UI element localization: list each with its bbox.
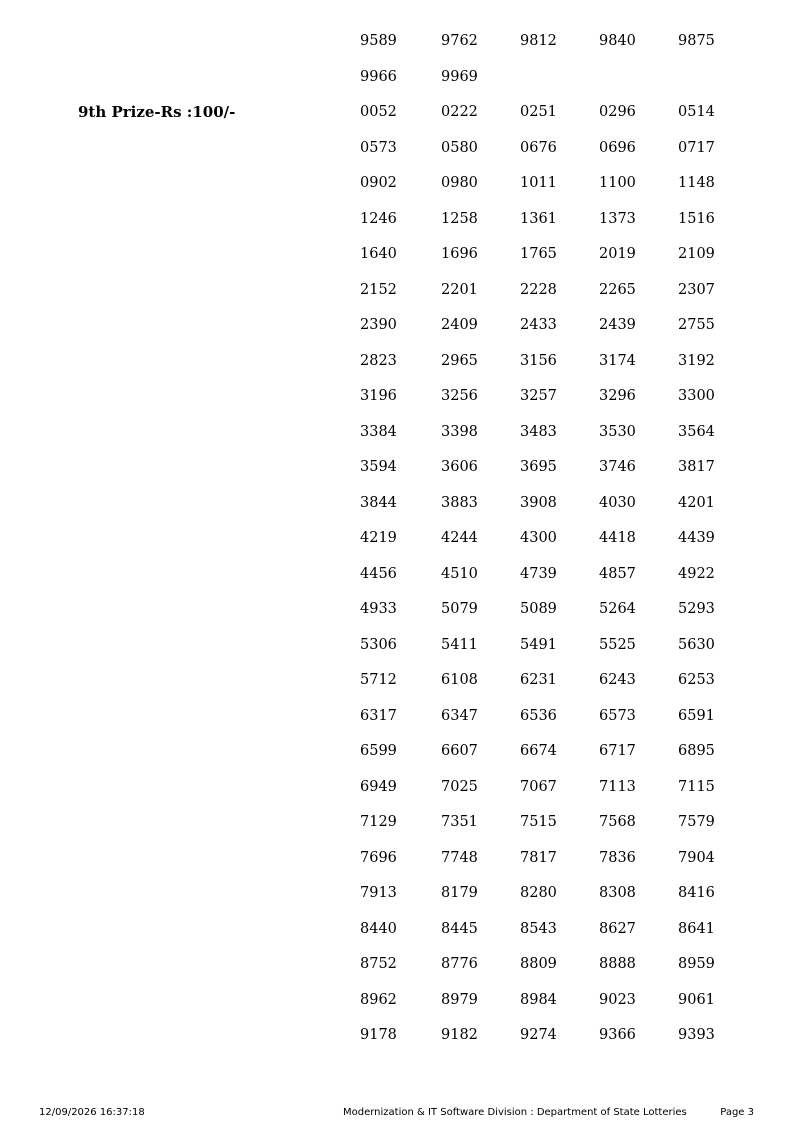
number-row: [0, 314, 800, 336]
winning-number: 3174: [599, 352, 636, 369]
winning-number: 8543: [520, 920, 557, 937]
winning-number: 7913: [360, 885, 397, 901]
winning-number: 8959: [678, 956, 715, 972]
number-row: [0, 563, 800, 585]
winning-number: 6599: [360, 743, 397, 759]
winning-number: 4922: [678, 565, 715, 582]
winning-number: 2109: [678, 246, 715, 262]
number-row: [0, 669, 800, 691]
winning-number: 9061: [678, 991, 715, 1008]
winning-number: 3606: [441, 459, 478, 475]
number-row: [0, 847, 800, 869]
number-row: [0, 740, 800, 762]
winning-number: 0676: [520, 139, 557, 156]
winning-number: 9182: [441, 1027, 478, 1043]
winning-number: 6253: [678, 672, 715, 688]
winning-number: 3746: [599, 459, 636, 475]
winning-number: 4739: [520, 565, 557, 582]
winning-number: 9966: [360, 68, 397, 85]
winning-number: 9589: [360, 33, 397, 49]
winning-number: 0696: [599, 139, 636, 156]
number-row: [0, 279, 800, 301]
winning-number: 3300: [678, 388, 715, 404]
winning-number: 5306: [360, 636, 397, 653]
footer-timestamp: 12/09/2026 16:37:18: [39, 1107, 145, 1118]
winning-number: 3192: [678, 352, 715, 369]
winning-number: 6674: [520, 743, 557, 759]
winning-number: 7515: [520, 814, 557, 830]
winning-number: 4300: [520, 530, 557, 546]
winning-number: 6895: [678, 743, 715, 759]
winning-number: 3483: [520, 423, 557, 440]
winning-number: 4439: [678, 530, 715, 546]
winning-number: 9023: [599, 991, 636, 1008]
winning-number: 3384: [360, 423, 397, 440]
winning-number: 6231: [520, 672, 557, 688]
winning-number: 6591: [678, 707, 715, 724]
winning-number: 8979: [441, 991, 478, 1008]
winning-number: 2823: [360, 352, 397, 369]
winning-number: 4201: [678, 494, 715, 511]
number-row: [0, 421, 800, 443]
number-row: [0, 66, 800, 88]
number-row: [0, 918, 800, 940]
winning-number: 4244: [441, 530, 478, 546]
winning-number: 6317: [360, 707, 397, 724]
winning-number: 3594: [360, 459, 397, 475]
number-row: [0, 385, 800, 407]
winning-number: 4857: [599, 565, 636, 582]
winning-number: 4510: [441, 565, 478, 582]
winning-number: 5411: [441, 636, 478, 653]
winning-number: 9393: [678, 1027, 715, 1043]
number-row: [0, 776, 800, 798]
winning-number: 1361: [520, 210, 557, 227]
winning-number: 3530: [599, 423, 636, 440]
winning-number: 7113: [599, 778, 636, 795]
winning-number: 7351: [441, 814, 478, 830]
winning-number: 1696: [441, 246, 478, 262]
winning-number: 6536: [520, 707, 557, 724]
winning-number: 8308: [599, 885, 636, 901]
winning-number: 3908: [520, 494, 557, 511]
winning-number: 6108: [441, 672, 478, 688]
winning-number: 2228: [520, 281, 557, 298]
number-row: [0, 30, 800, 52]
winning-number: 8888: [599, 956, 636, 972]
winning-number: 0717: [678, 139, 715, 156]
winning-number: 3883: [441, 494, 478, 511]
winning-number: 3196: [360, 388, 397, 404]
winning-number: 2390: [360, 317, 397, 333]
winning-number: 9875: [678, 33, 715, 49]
winning-number: 8962: [360, 991, 397, 1008]
winning-number: 3817: [678, 459, 715, 475]
number-row: [0, 598, 800, 620]
winning-number: 5491: [520, 636, 557, 653]
winning-number: 2019: [599, 246, 636, 262]
winning-number: 5293: [678, 601, 715, 617]
winning-number: 9969: [441, 68, 478, 85]
winning-number: 1516: [678, 210, 715, 227]
winning-number: 4219: [360, 530, 397, 546]
winning-number: 1100: [599, 175, 636, 191]
winning-number: 5712: [360, 672, 397, 688]
winning-number: 0514: [678, 104, 715, 120]
winning-number: 2265: [599, 281, 636, 298]
winning-number: 6607: [441, 743, 478, 759]
winning-number: 6573: [599, 707, 636, 724]
winning-number: 7025: [441, 778, 478, 795]
winning-number: 0052: [360, 104, 397, 120]
winning-number: 9366: [599, 1027, 636, 1043]
winning-number: 7817: [520, 849, 557, 866]
winning-number: 5525: [599, 636, 636, 653]
winning-number: 6949: [360, 778, 397, 795]
winning-number: 0296: [599, 104, 636, 120]
winning-number: 6717: [599, 743, 636, 759]
winning-number: 8984: [520, 991, 557, 1008]
winning-number: 3257: [520, 388, 557, 404]
winning-number: 7748: [441, 849, 478, 866]
winning-number: 8416: [678, 885, 715, 901]
number-row: [0, 527, 800, 549]
winning-number: 1246: [360, 210, 397, 227]
winning-number: 5264: [599, 601, 636, 617]
winning-number: 8809: [520, 956, 557, 972]
winning-number: 3844: [360, 494, 397, 511]
winning-number: 2439: [599, 317, 636, 333]
winning-number: 7904: [678, 849, 715, 866]
winning-number: 7696: [360, 849, 397, 866]
number-row: [0, 882, 800, 904]
winning-number: 3296: [599, 388, 636, 404]
winning-number: 7568: [599, 814, 636, 830]
footer-page-number: Page 3: [720, 1107, 754, 1118]
winning-number: 8752: [360, 956, 397, 972]
number-row: [0, 350, 800, 372]
winning-number: 2201: [441, 281, 478, 298]
winning-number: 1765: [520, 246, 557, 262]
winning-number: 3256: [441, 388, 478, 404]
winning-number: 4418: [599, 530, 636, 546]
winning-number: 5630: [678, 636, 715, 653]
winning-number: 1011: [520, 175, 557, 191]
winning-number: 9274: [520, 1027, 557, 1043]
winning-number: 6347: [441, 707, 478, 724]
winning-number: 0902: [360, 175, 397, 191]
page-footer: [0, 1102, 800, 1124]
winning-number: 3695: [520, 459, 557, 475]
number-row: [0, 492, 800, 514]
winning-number: 8440: [360, 920, 397, 937]
winning-number: 8280: [520, 885, 557, 901]
number-row: [0, 811, 800, 833]
winning-number: 3398: [441, 423, 478, 440]
winning-number: 9762: [441, 33, 478, 49]
winning-number: 1258: [441, 210, 478, 227]
winning-number: 3564: [678, 423, 715, 440]
number-row: [0, 243, 800, 265]
winning-number: 8445: [441, 920, 478, 937]
winning-number: 8179: [441, 885, 478, 901]
winning-number: 8776: [441, 956, 478, 972]
number-row: [0, 137, 800, 159]
winning-number: 4933: [360, 601, 397, 617]
winning-number: 4030: [599, 494, 636, 511]
footer-division: Modernization & IT Software Division : Department of State Lotteries: [343, 1107, 687, 1118]
winning-number: 0580: [441, 139, 478, 156]
winning-number: 2152: [360, 281, 397, 298]
winning-number: 9840: [599, 33, 636, 49]
number-row: [0, 208, 800, 230]
winning-number: 1148: [678, 175, 715, 191]
winning-number: 4456: [360, 565, 397, 582]
winning-number: 2307: [678, 281, 715, 298]
number-row: [0, 456, 800, 478]
winning-number: 2965: [441, 352, 478, 369]
prize-title: 9th Prize-Rs :100/-: [78, 103, 236, 121]
winning-number: 9178: [360, 1027, 397, 1043]
winning-number: 7579: [678, 814, 715, 830]
winning-number: 9812: [520, 33, 557, 49]
winning-number: 1640: [360, 246, 397, 262]
winning-number: 7129: [360, 814, 397, 830]
winning-number: 8641: [678, 920, 715, 937]
winning-number: 2433: [520, 317, 557, 333]
winning-number: 6243: [599, 672, 636, 688]
winning-number: 2755: [678, 317, 715, 333]
number-row: [0, 953, 800, 975]
winning-number: 7115: [678, 778, 715, 795]
number-row: [0, 705, 800, 727]
winning-number: 5089: [520, 601, 557, 617]
number-row: [0, 634, 800, 656]
winning-number: 0980: [441, 175, 478, 191]
winning-number: 0251: [520, 104, 557, 120]
winning-number: 3156: [520, 352, 557, 369]
winning-number: 8627: [599, 920, 636, 937]
number-row: [0, 989, 800, 1011]
winning-number: 7836: [599, 849, 636, 866]
winning-number: 5079: [441, 601, 478, 617]
number-row: [0, 172, 800, 194]
winning-number: 7067: [520, 778, 557, 795]
number-row: [0, 1024, 800, 1046]
number-row: [0, 101, 800, 123]
winning-number: 1373: [599, 210, 636, 227]
winning-number: 0573: [360, 139, 397, 156]
winning-number: 0222: [441, 104, 478, 120]
winning-number: 2409: [441, 317, 478, 333]
